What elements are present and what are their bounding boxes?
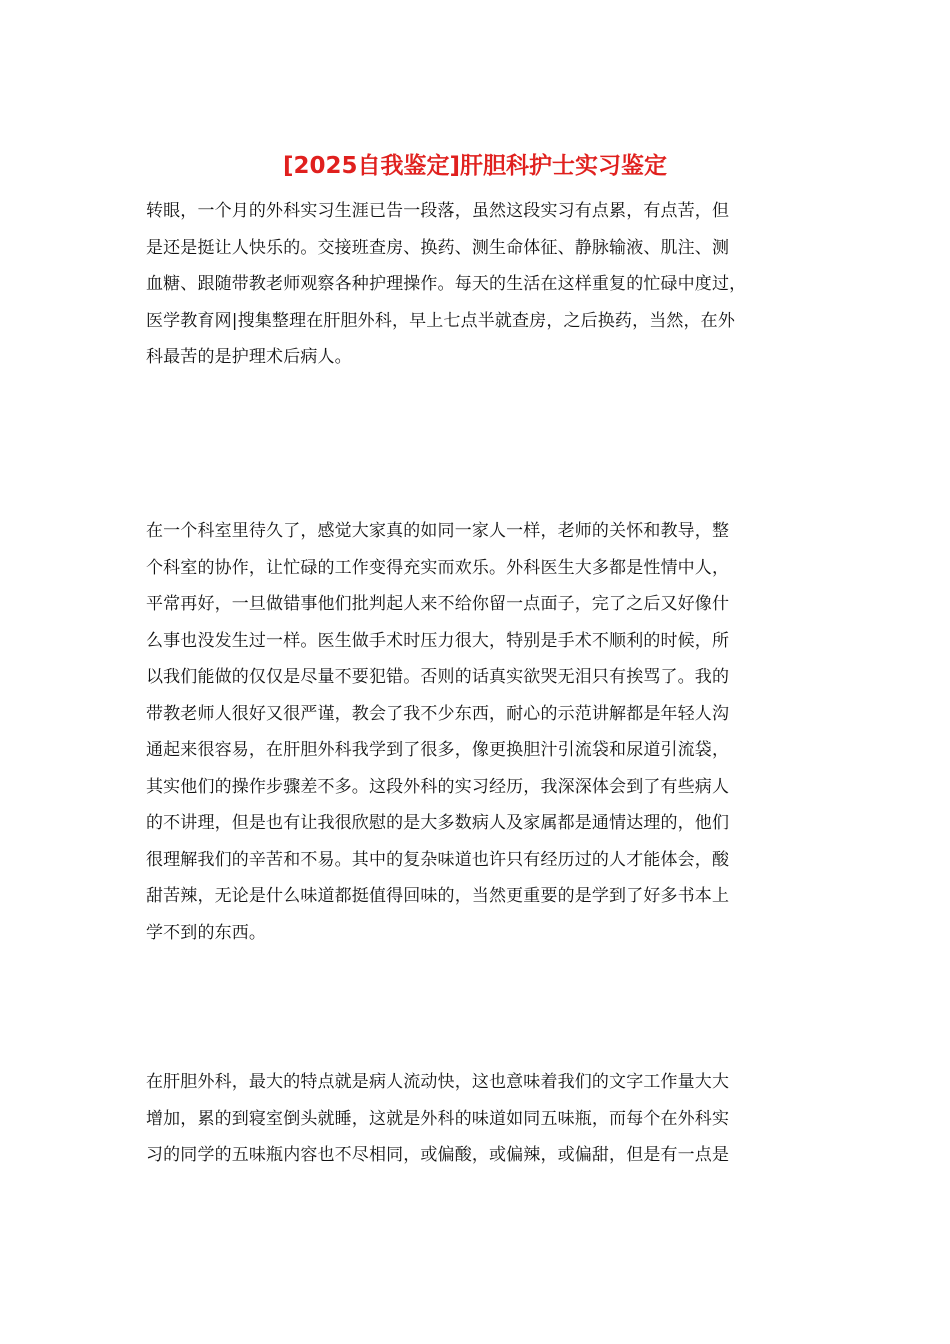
text-line: 习的同学的五味瓶内容也不尽相同，或偏酸，或偏辣，或偏甜，但是有一点是 [146, 1145, 730, 1165]
text-line: 科最苦的是护理术后病人。 [146, 347, 352, 367]
text-line: 以我们能做的仅仅是尽量不要犯错。否则的话真实欲哭无泪只有挨骂了。我的 [146, 667, 730, 687]
text-line: 血糖、跟随带教老师观察各种护理操作。每天的生活在这样重复的忙碌中度过， [146, 274, 747, 294]
text-line: 增加，累的到寝室倒头就睡，这就是外科的味道如同五味瓶，而每个在外科实 [146, 1108, 730, 1129]
paragraph-1 [146, 193, 806, 376]
text-line: 个科室的协作，让忙碌的工作变得充实而欢乐。外科医生大多都是性情中人， [146, 557, 730, 578]
text-line: 在肝胆外科，最大的特点就是病人流动快，这也意味着我们的文字工作量大大 [146, 1072, 730, 1092]
text-line: 的不讲理，但是也有让我很欣慰的是大多数病人及家属都是通情达理的，他们 [146, 813, 730, 833]
text-line: 很理解我们的辛苦和不易。其中的复杂味道也许只有经历过的人才能体会，酸 [146, 849, 730, 870]
paragraph-2 [146, 513, 806, 951]
text-line: 带教老师人很好又很严谨，教会了我不少东西，耐心的示范讲解都是年轻人沟 [146, 703, 730, 724]
text-line: 平常再好，一旦做错事他们批判起人来不给你留一点面子，完了之后又好像什 [146, 594, 730, 614]
text-line: 么事也没发生过一样。医生做手术时压力很大，特别是手术不顺利的时候，所 [146, 630, 730, 651]
text-line: 是还是挺让人快乐的。交接班查房、换药、测生命体征、静脉输液、肌注、测 [146, 237, 730, 258]
text-line: 医学教育网|搜集整理在肝胆外科，早上七点半就查房，之后换药，当然，在外 [146, 310, 735, 331]
text-line: 其实他们的操作步骤差不多。这段外科的实习经历，我深深体会到了有些病人 [146, 776, 730, 797]
text-line: 学不到的东西。 [146, 922, 267, 943]
text-line: 通起来很容易，在肝胆外科我学到了很多，像更换胆汁引流袋和尿道引流袋， [146, 740, 730, 760]
document-title: [2025自我鉴定]肝胆科护士实习鉴定 [282, 153, 668, 179]
text-line: 在一个科室里待久了，感觉大家真的如同一家人一样，老师的关怀和教导，整 [146, 521, 730, 541]
text-line: 转眼，一个月的外科实习生涯已告一段落，虽然这段实习有点累，有点苦，但 [146, 201, 730, 221]
text-line: 甜苦辣，无论是什么味道都挺值得回味的，当然更重要的是学到了好多书本上 [146, 886, 730, 906]
paragraph-3 [146, 1064, 806, 1174]
